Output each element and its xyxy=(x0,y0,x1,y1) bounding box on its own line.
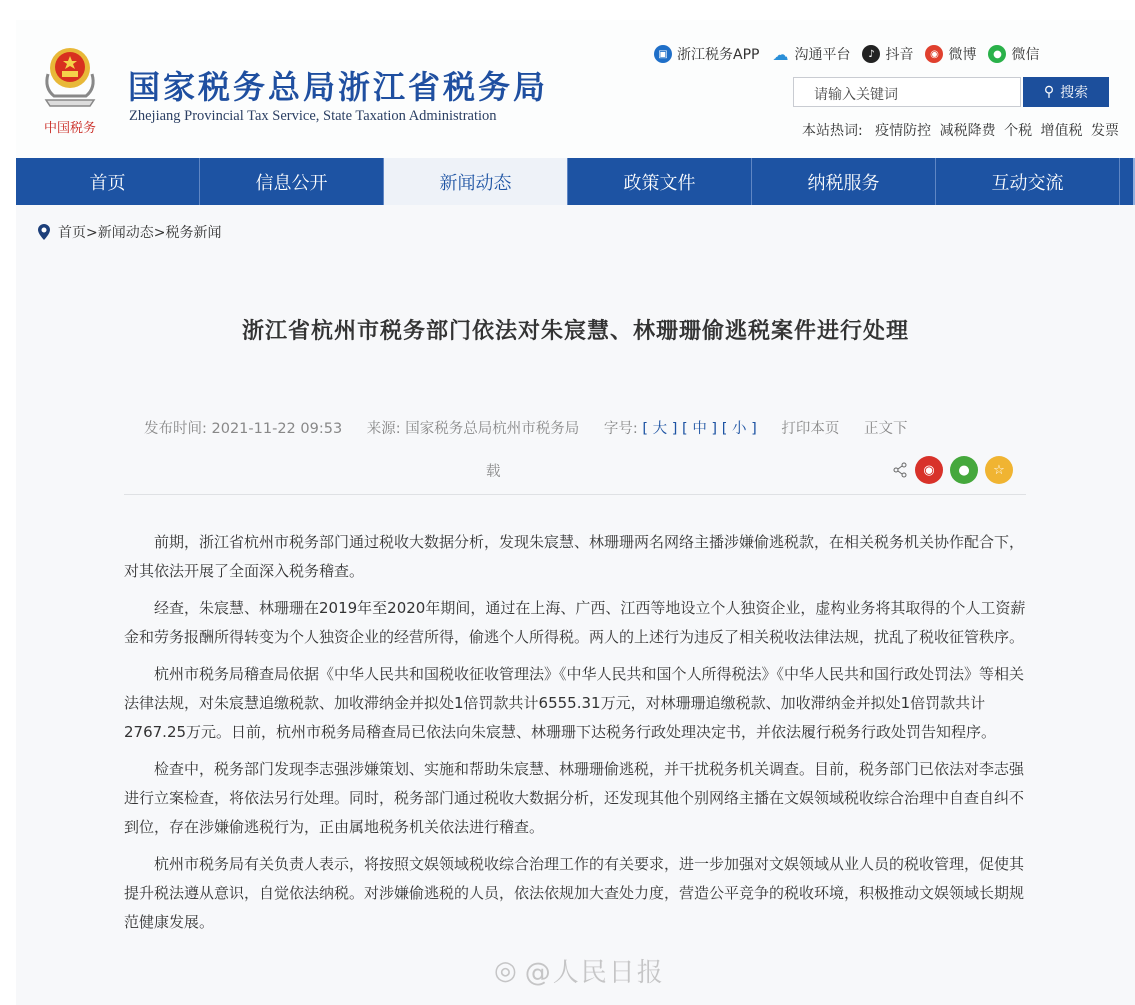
nav-interaction[interactable]: 互动交流 xyxy=(936,158,1120,205)
douyin-icon: ♪ xyxy=(862,45,880,63)
page xyxy=(16,20,1135,1005)
link-wechat[interactable]: ● 微信 xyxy=(988,44,1039,64)
article-meta: 发布时间: 2021-11-22 09:53 来源: 国家税务总局杭州市税务局 字号: [ 大 ] [ 中 ] [ 小 ] 打印本页 正文下 xyxy=(144,421,908,437)
nav-tail xyxy=(1120,158,1135,205)
font-size-medium[interactable]: [ 中 ] xyxy=(682,421,718,437)
breadcrumb-home[interactable]: 首页 xyxy=(58,225,86,241)
nav-home[interactable]: 首页 xyxy=(16,158,200,205)
main-nav xyxy=(16,158,1135,205)
link-weibo[interactable]: ◉ 微博 xyxy=(925,44,976,64)
site-title-en: Zhejiang Provincial Tax Service, State Taxation Administration xyxy=(129,108,497,124)
article-title: 浙江省杭州市税务部门依法对朱宸慧、林珊珊偷逃税案件进行处理 xyxy=(241,319,909,344)
breadcrumb: 首页>新闻动态>税务新闻 xyxy=(38,222,221,242)
hot-word[interactable]: 减税降费 xyxy=(939,123,996,139)
meta-divider xyxy=(124,494,1026,495)
share-icon[interactable] xyxy=(892,462,908,478)
site-title-cn: 国家税务总局浙江省税务局 xyxy=(128,68,549,106)
share-wechat-icon[interactable]: ● xyxy=(950,456,978,484)
svg-text:中国税务: 中国税务 xyxy=(43,121,97,136)
paragraph: 检查中，税务部门发现李志强涉嫌策划、实施和帮助朱宸慧、林珊珊偷逃税，并干扰税务机关调查。目前，税务部门已依法对李志强进行立案检查，将依法另行处理。同时，税务部门通过税收大数据分析，还发现其他个别网络主播在文娱领域税收综合治理中自查自纠不到位，存在涉嫌偷逃税行为，正由属地税务机关依法进行稽查。 xyxy=(124,760,1025,836)
search-button[interactable]: ⚲ 搜索 xyxy=(1023,77,1109,107)
hot-word[interactable]: 个税 xyxy=(1004,123,1033,139)
breadcrumb-tax-news[interactable]: 税务新闻 xyxy=(165,225,222,241)
article-body xyxy=(124,528,1029,945)
paragraph: 经查，朱宸慧、林珊珊在2019年至2020年期间，通过在上海、广西、江西等地设立个人独资企业，虚构业务将其取得的个人工资薪金和劳务报酬所得转变为个人独资企业的经营所得，偷逃个人所得税。两人的上述行为违反了相关税收法律法规，扰乱了税收征管秩序。 xyxy=(124,599,1026,646)
nav-news[interactable]: 新闻动态 xyxy=(384,158,568,205)
wechat-icon: ● xyxy=(988,45,1006,63)
article-source: 国家税务总局杭州市税务局 xyxy=(405,421,580,437)
search-icon: ⚲ xyxy=(1043,84,1055,100)
publish-time: 2021-11-22 09:53 xyxy=(211,421,343,437)
favorite-star-icon[interactable]: ☆ xyxy=(985,456,1013,484)
download-text-link-cont[interactable]: 载 xyxy=(486,464,501,480)
font-size-large[interactable]: [ 大 ] xyxy=(642,421,678,437)
hot-words: 本站热词: 疫情防控 减税降费 个税 增值税 发票 xyxy=(802,123,1119,139)
tax-emblem-logo[interactable] xyxy=(40,44,100,140)
search-input[interactable]: 请输入关键词 xyxy=(793,77,1021,107)
mobile-app-icon: ▣ xyxy=(654,45,672,63)
nav-policy-docs[interactable]: 政策文件 xyxy=(568,158,752,205)
site-header xyxy=(16,20,1135,158)
watermark: ◎ @人民日报 xyxy=(494,955,665,988)
link-douyin[interactable]: ♪ 抖音 xyxy=(862,44,913,64)
paragraph: 前期，浙江省杭州市税务部门通过税收大数据分析，发现朱宸慧、林珊珊两名网络主播涉嫌偷逃税款，在相关税务机关协作配合下，对其依法开展了全面深入税务稽查。 xyxy=(124,533,1025,580)
top-links xyxy=(654,44,1039,64)
hot-word[interactable]: 发票 xyxy=(1090,123,1119,139)
weibo-watermark-icon: ◎ xyxy=(494,955,519,986)
breadcrumb-news[interactable]: 新闻动态 xyxy=(97,225,154,241)
download-text-link[interactable]: 正文下 xyxy=(863,421,908,437)
weibo-icon: ◉ xyxy=(925,45,943,63)
font-size-small[interactable]: [ 小 ] xyxy=(721,421,757,437)
hot-word[interactable]: 疫情防控 xyxy=(875,123,932,139)
location-pin-icon xyxy=(38,224,50,240)
cloud-icon: ☁ xyxy=(772,44,789,64)
link-tax-app[interactable]: ▣ 浙江税务APP xyxy=(654,44,759,64)
share-weibo-icon[interactable]: ◉ xyxy=(915,456,943,484)
print-page-link[interactable]: 打印本页 xyxy=(781,421,840,437)
paragraph: 杭州市税务局有关负责人表示，将按照文娱领域税收综合治理工作的有关要求，进一步加强对文娱领域从业人员的税收管理，促使其提升税法遵从意识，自觉依法纳税。对涉嫌偷逃税的人员，依法依规加大查处力度，营造公平竞争的税收环境，积极推动文娱领域长期规范健康发展。 xyxy=(124,855,1025,931)
hot-word[interactable]: 增值税 xyxy=(1040,123,1083,139)
paragraph: 杭州市税务局稽查局依据《中华人民共和国税收征收管理法》《中华人民共和国个人所得税法》《中华人民共和国行政处罚法》等相关法律法规，对朱宸慧追缴税款、加收滞纳金并拟处1倍罚款共计6555.31万元，对林珊珊追缴税款、加收滞纳金并拟处1倍罚款共计2767.25万元。日前，杭州市税务局稽查局已依法向朱宸慧、林珊珊下达税务行政处理决定书，并依法履行税务行政处罚告知程序。 xyxy=(124,665,1025,741)
nav-tax-service[interactable]: 纳税服务 xyxy=(752,158,936,205)
share-bar xyxy=(892,456,1013,484)
nav-info-disclosure[interactable]: 信息公开 xyxy=(200,158,384,205)
link-communication-platform[interactable]: ☁ 沟通平台 xyxy=(772,44,851,64)
